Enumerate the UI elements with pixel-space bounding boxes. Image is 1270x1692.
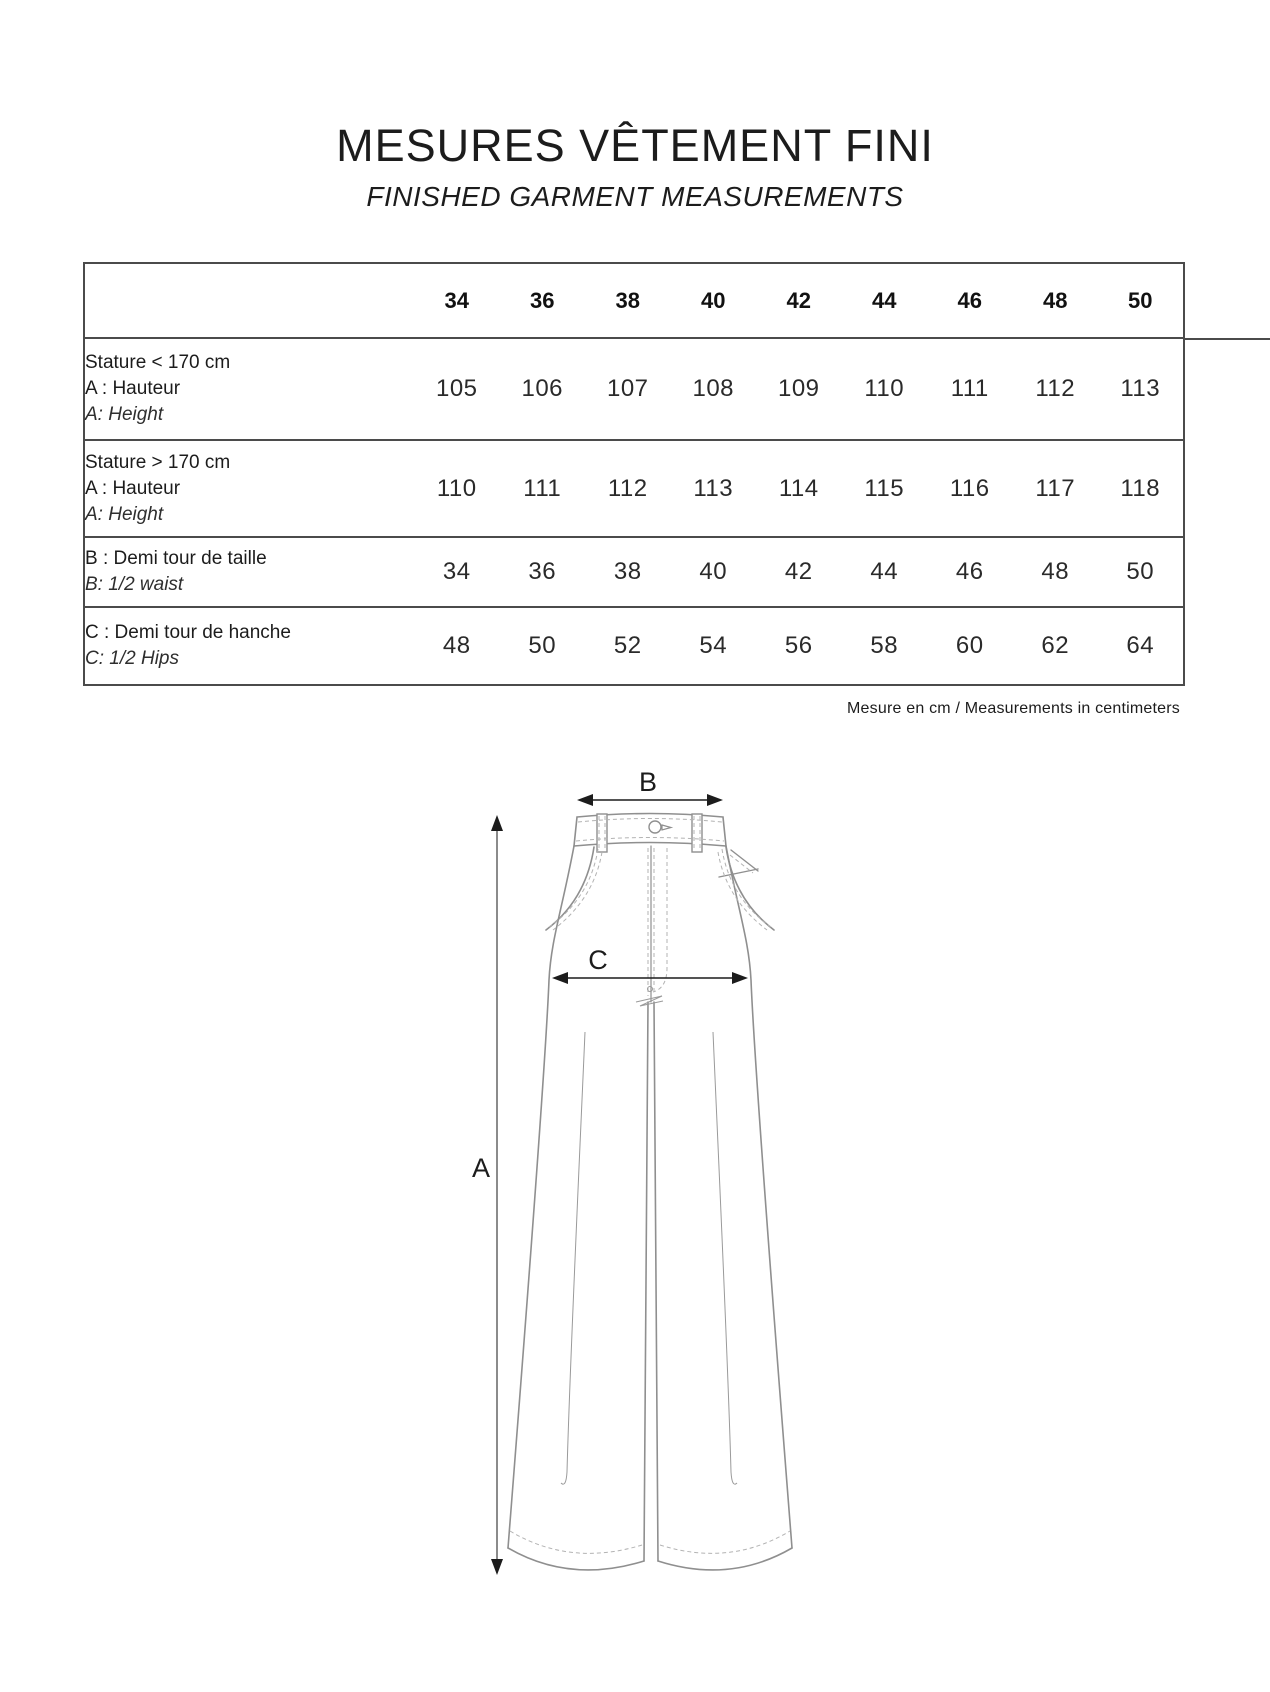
size-header-cell: 44 <box>872 287 897 313</box>
arrow-left-icon <box>577 794 593 806</box>
value-cell: 118 <box>1120 474 1161 502</box>
value-cell: 50 <box>1126 558 1155 585</box>
size-header-row <box>84 263 1184 338</box>
detail-lines <box>561 987 737 1485</box>
row-label <box>84 537 414 607</box>
value-cell: 112 <box>607 474 648 502</box>
value-cell: 54 <box>699 632 728 659</box>
row-label-fr: A : Hauteur <box>85 378 181 399</box>
size-header-cell: 36 <box>530 287 555 313</box>
value-cell: 110 <box>436 474 477 502</box>
value-cell: 56 <box>784 632 813 659</box>
stitch-lines <box>510 816 790 1553</box>
pants-diagram <box>420 740 820 1620</box>
value-cell: 110 <box>864 375 905 402</box>
left-hem <box>508 1548 644 1570</box>
label-c: C <box>588 945 608 975</box>
row-label-en: B: 1/2 waist <box>85 574 184 595</box>
value-cell: 40 <box>699 558 728 585</box>
right-crease-line <box>713 1032 737 1484</box>
row-label-en: A: Height <box>85 503 164 525</box>
value-cell: 105 <box>435 375 478 402</box>
row-label-fr: Stature > 170 cm <box>85 451 231 473</box>
row-label <box>84 338 414 440</box>
measure-arrow-a <box>472 815 503 1575</box>
arrow-down-icon <box>491 1559 503 1575</box>
header-separator-extension <box>1183 338 1270 340</box>
value-cell: 115 <box>864 474 905 502</box>
value-cell: 106 <box>521 375 564 402</box>
size-header-empty <box>84 263 414 338</box>
row-label-fr: Stature < 170 cm <box>85 352 231 373</box>
table-row-half-hips <box>84 607 1184 685</box>
row-label-fr: B : Demi tour de taille <box>85 548 267 569</box>
value-cell: 46 <box>955 558 984 585</box>
row-label-en: A: Height <box>85 404 164 425</box>
row-label-fr: C : Demi tour de hanche <box>85 622 291 643</box>
label-a: A <box>471 1153 490 1183</box>
right-inseam <box>654 1002 658 1561</box>
right-hem-stitch <box>660 1531 790 1553</box>
size-header-cell: 50 <box>1128 287 1153 313</box>
size-header-cell: 40 <box>701 287 726 313</box>
size-header-cell: 48 <box>1043 287 1068 313</box>
value-cell: 42 <box>784 558 813 585</box>
size-header-cell: 38 <box>615 287 640 313</box>
table-row-height-short <box>84 338 1184 440</box>
measure-arrow-b <box>577 767 723 806</box>
value-cell: 114 <box>778 474 819 502</box>
value-cell: 60 <box>955 632 984 659</box>
value-cell: 48 <box>1041 558 1070 585</box>
left-hem-stitch <box>510 1531 642 1553</box>
table-row-height-tall <box>84 440 1184 537</box>
value-cell: 113 <box>693 474 734 502</box>
page-subtitle: FINISHED GARMENT MEASUREMENTS <box>366 181 904 212</box>
size-header-cell: 34 <box>444 287 469 313</box>
row-label-fr: A : Hauteur <box>85 477 181 499</box>
left-inseam <box>644 1002 648 1561</box>
value-cell: 111 <box>523 474 562 502</box>
arrow-right-icon <box>732 972 748 984</box>
units-footnote: Mesure en cm / Measurements in centimeters <box>847 700 1180 717</box>
value-cell: 109 <box>777 375 820 402</box>
fly-j-stitch <box>653 848 667 992</box>
arrow-right-icon <box>707 794 723 806</box>
left-pocket-opening <box>546 847 594 930</box>
value-cell: 117 <box>1035 474 1076 502</box>
bar-tack-zigzag <box>636 996 663 1006</box>
row-label <box>84 607 414 685</box>
value-cell: 64 <box>1126 632 1155 659</box>
value-cell: 44 <box>870 558 899 585</box>
size-header-cell: 42 <box>786 287 811 313</box>
value-cell: 36 <box>528 558 557 585</box>
value-cell: 113 <box>1120 375 1161 402</box>
value-cell: 50 <box>528 632 557 659</box>
table-row-half-waist <box>84 537 1184 607</box>
value-cell: 52 <box>613 632 642 659</box>
value-cell: 112 <box>1035 375 1076 402</box>
value-cell: 107 <box>606 375 649 402</box>
row-label-en: C: 1/2 Hips <box>85 648 179 669</box>
label-b: B <box>638 767 658 797</box>
left-crease-line <box>561 1032 585 1484</box>
value-cell: 116 <box>949 474 990 502</box>
size-chart-wrap <box>83 262 1270 686</box>
value-cell: 48 <box>442 632 471 659</box>
right-hem <box>658 1548 792 1570</box>
value-cell: 34 <box>442 558 471 585</box>
value-cell: 62 <box>1041 632 1070 659</box>
size-header-cell: 46 <box>957 287 982 313</box>
value-cell: 111 <box>950 375 989 402</box>
page-title: MESURES VÊTEMENT FINI <box>336 120 934 171</box>
size-chart-table <box>83 262 1185 686</box>
right-pocket-opening <box>726 847 774 930</box>
measure-arrow-c <box>552 945 748 984</box>
left-side-seam <box>508 846 574 1548</box>
value-cell: 38 <box>613 558 642 585</box>
garment-outline <box>508 814 792 1570</box>
arrow-up-icon <box>491 815 503 831</box>
row-label <box>84 440 414 537</box>
value-cell: 58 <box>870 632 899 659</box>
right-side-seam <box>726 846 792 1548</box>
value-cell: 108 <box>692 375 735 402</box>
arrow-left-icon <box>552 972 568 984</box>
